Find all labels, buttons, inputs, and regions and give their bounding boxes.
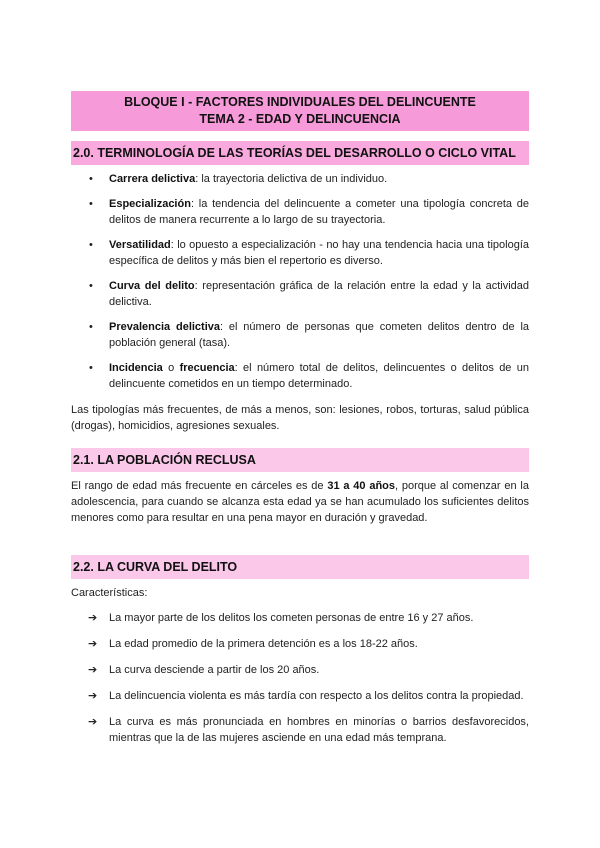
definition: : lo opuesto a especialización - no hay una tendencia hacia una tipología específica de delitos y más bien el repertorio es diverso. — [109, 239, 529, 267]
tipologias-paragraph: Las tipologías más frecuentes, de más a menos, son: lesiones, robos, torturas, salud pública (drogas), homicidios, agresiones sexuales. — [71, 404, 529, 432]
characteristics-intro: Características: — [71, 587, 148, 599]
term: Versatilidad — [109, 239, 171, 251]
list-item — [71, 278, 529, 310]
term: Curva del delito — [109, 280, 195, 292]
list-item — [71, 610, 529, 626]
item-text: La curva es más pronunciada en hombres en minorías o barrios desfavorecidos, mientras que la de las mujeres asciende en una edad más temprana. — [109, 716, 529, 744]
definition: : la tendencia del delincuente a cometer una tipología concreta de delitos de manera recurrente a lo largo de su trayectoria. — [109, 198, 529, 226]
list-item — [71, 688, 529, 704]
characteristics-list — [71, 610, 529, 746]
item-text: La delincuencia violenta es más tardía con respecto a los delitos contra la propiedad. — [109, 690, 524, 702]
term: frecuencia — [179, 362, 235, 374]
bullet-icon: • — [89, 321, 93, 333]
definition: : la trayectoria delictiva de un individuo. — [195, 173, 388, 185]
terminology-list — [71, 171, 529, 392]
definition: : representación gráfica de la relación entre la edad y la actividad delictiva. — [109, 280, 529, 308]
connector: o — [162, 362, 180, 374]
bullet-icon: • — [89, 280, 93, 292]
paragraph-text: , porque al comenzar en la adolescencia, para cuando se alcanza esta edad ya se han acumulado los suficientes delitos menores como para resultar en una pena mayor en duración y gravedad. — [71, 480, 529, 524]
list-item — [71, 237, 529, 269]
list-item — [71, 714, 529, 746]
term: Prevalencia delictiva — [109, 321, 221, 333]
arrow-right-icon: ➔ — [88, 638, 98, 650]
definition: : el número total de delitos, delincuentes o delitos de un delincuente cometidos en un tiempo determinado. — [109, 362, 530, 390]
list-item — [71, 196, 529, 228]
list-item — [71, 171, 529, 187]
topic-title: TEMA 2 - EDAD Y DELINCUENCIA — [199, 112, 401, 126]
definition: : el número de personas que cometen delitos dentro de la población general (tasa). — [109, 321, 530, 349]
list-item — [71, 662, 529, 678]
document-title-block — [71, 91, 529, 131]
item-text: La edad promedio de la primera detención es a los 18-22 años. — [109, 638, 418, 650]
term: Carrera delictiva — [109, 173, 196, 185]
section-heading-2-0: 2.0. TERMINOLOGÍA DE LAS TEORÍAS DEL DESARROLLO O CICLO VITAL — [71, 141, 529, 165]
poblacion-paragraph — [71, 478, 529, 526]
age-range: 31 a 40 años — [327, 480, 396, 492]
section-heading-2-2: 2.2. LA CURVA DEL DELITO — [71, 555, 529, 579]
item-text: La curva desciende a partir de los 20 años. — [109, 664, 320, 676]
term: Incidencia — [109, 362, 163, 374]
bullet-icon: • — [89, 362, 93, 374]
arrow-right-icon: ➔ — [88, 612, 98, 624]
item-text: La mayor parte de los delitos los cometen personas de entre 16 y 27 años. — [109, 612, 474, 624]
arrow-right-icon: ➔ — [88, 716, 98, 728]
paragraph-text: El rango de edad más frecuente en cárceles es de — [71, 480, 328, 492]
bullet-icon: • — [89, 198, 93, 210]
term: Especialización — [109, 198, 191, 210]
list-item — [71, 360, 529, 392]
block-title: BLOQUE I - FACTORES INDIVIDUALES DEL DELINCUENTE — [124, 95, 476, 109]
list-item — [71, 636, 529, 652]
arrow-right-icon: ➔ — [88, 664, 98, 676]
list-item — [71, 319, 529, 351]
arrow-right-icon: ➔ — [88, 690, 98, 702]
bullet-icon: • — [89, 173, 93, 185]
bullet-icon: • — [89, 239, 93, 251]
section-heading-2-1: 2.1. LA POBLACIÓN RECLUSA — [71, 448, 529, 472]
